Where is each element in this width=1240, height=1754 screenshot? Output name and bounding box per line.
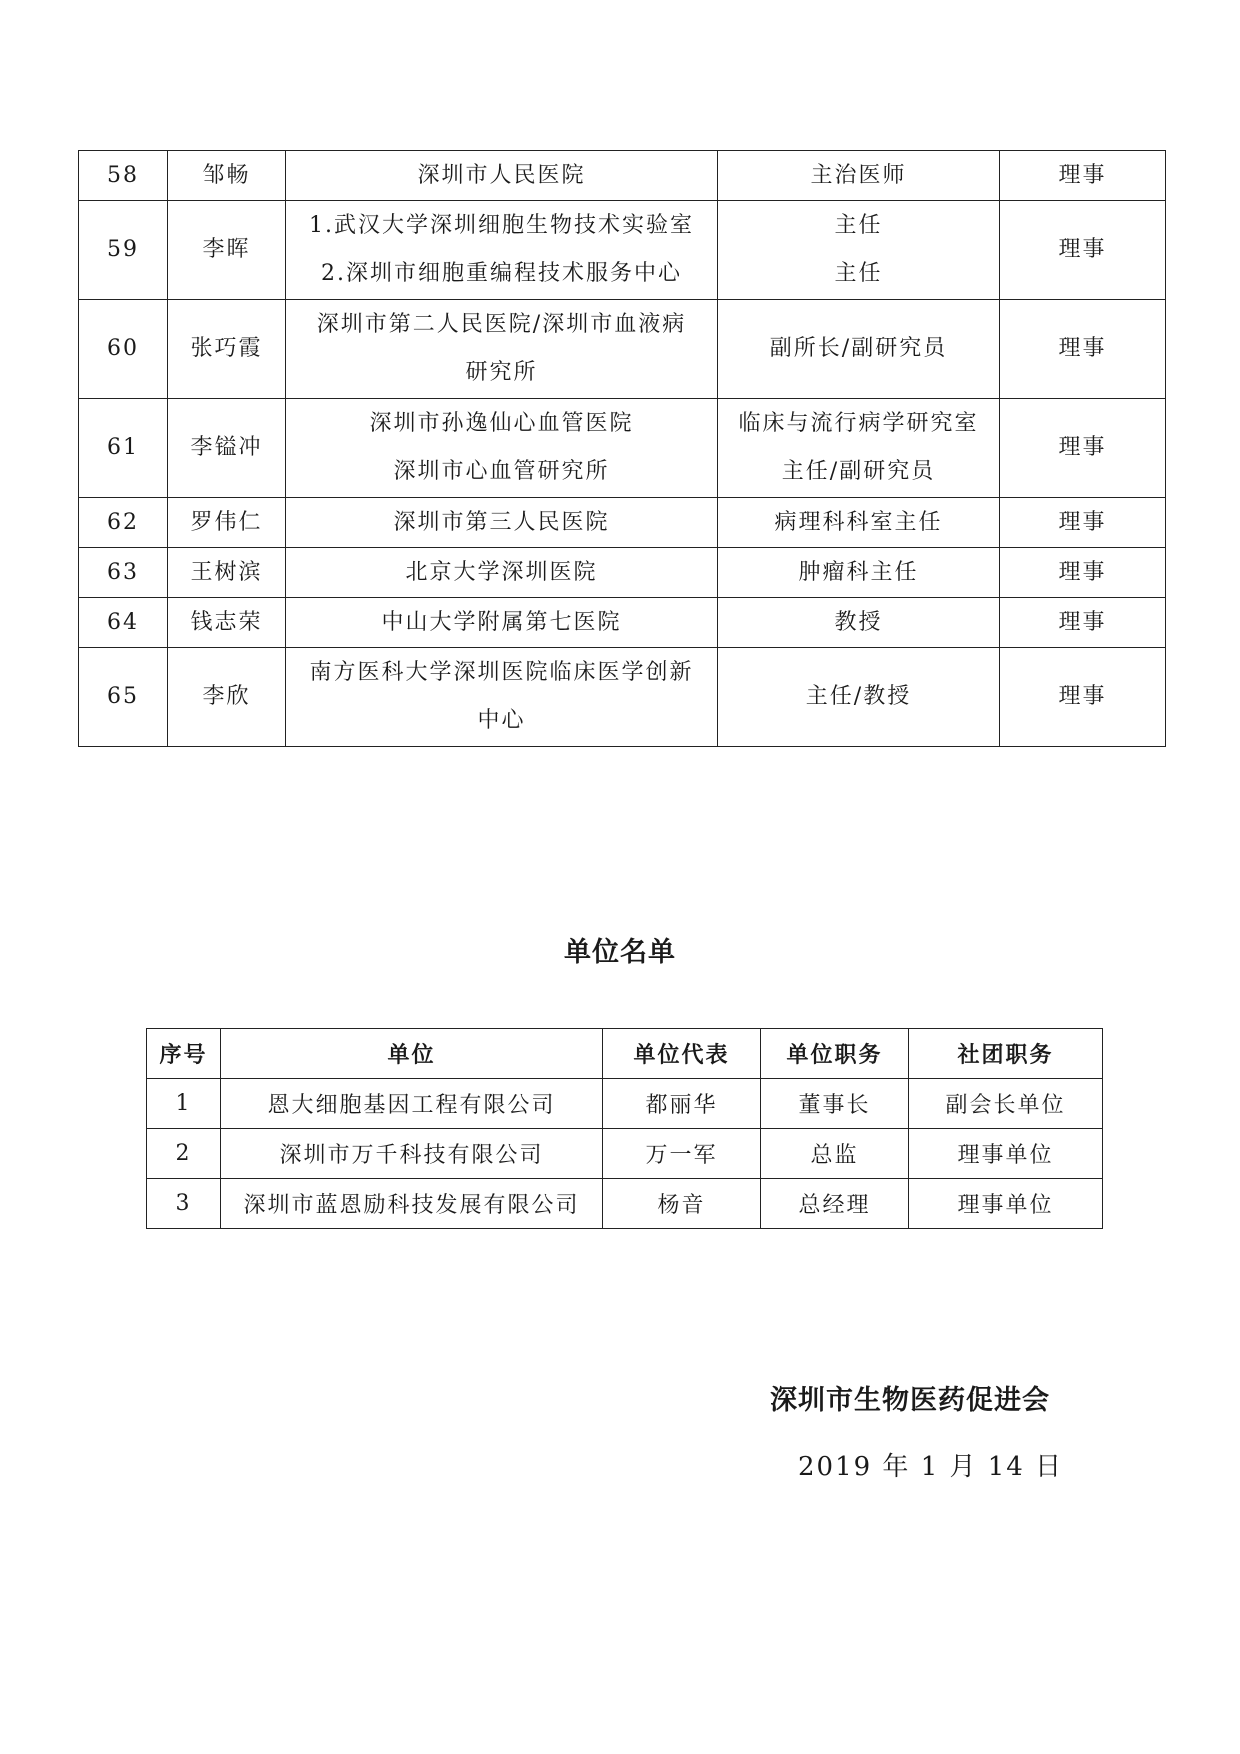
- unit-position: 总监: [761, 1129, 909, 1179]
- member-position: [718, 300, 1000, 399]
- table-row: [79, 201, 1166, 300]
- unit-number: 1: [147, 1079, 221, 1129]
- position-line: 主任/教授: [805, 684, 912, 709]
- member-role: 理事: [1000, 598, 1166, 648]
- society-position: 理事单位: [909, 1129, 1103, 1179]
- member-organization: [286, 151, 718, 201]
- society-position: 副会长单位: [909, 1079, 1103, 1129]
- position-line: 临床与流行病学研究室: [738, 411, 979, 436]
- position-line: 病理科科室主任: [774, 509, 943, 535]
- member-number: 58: [79, 151, 168, 201]
- member-organization: [286, 201, 718, 300]
- member-role: 理事: [1000, 151, 1166, 201]
- unit-representative: 万一军: [603, 1129, 761, 1179]
- organization-line: 深圳市人民医院: [417, 162, 586, 188]
- member-name: 李镒冲: [168, 399, 286, 498]
- table-row: [147, 1129, 1103, 1179]
- unit-representative: 杨音: [603, 1179, 761, 1229]
- unit-name: 深圳市万千科技有限公司: [221, 1129, 603, 1179]
- unit-number: 2: [147, 1129, 221, 1179]
- member-position: [718, 648, 1000, 747]
- organization-line: 2.深圳市细胞重编程技术服务中心: [321, 261, 682, 286]
- member-role: 理事: [1000, 498, 1166, 548]
- member-number: 60: [79, 300, 168, 399]
- unit-number: 3: [147, 1179, 221, 1229]
- table-row: [79, 151, 1166, 201]
- organization-line: 北京大学深圳医院: [405, 559, 598, 585]
- member-number: 63: [79, 548, 168, 598]
- organization-line: 南方医科大学深圳医院临床医学创新: [309, 660, 694, 685]
- column-header-unit: 单位: [221, 1029, 603, 1079]
- organization-line: 深圳市第二人民医院/深圳市血液病: [316, 312, 687, 337]
- member-role: 理事: [1000, 399, 1166, 498]
- column-header-society-position: 社团职务: [909, 1029, 1103, 1079]
- position-line: 主任: [834, 261, 883, 286]
- position-line: 教授: [834, 609, 883, 635]
- position-line: 主任: [834, 213, 883, 238]
- member-organization: [286, 498, 718, 548]
- column-header-number: 序号: [147, 1029, 221, 1079]
- member-number: 61: [79, 399, 168, 498]
- table-row: [79, 300, 1166, 399]
- member-role: 理事: [1000, 648, 1166, 747]
- unit-name: 恩大细胞基因工程有限公司: [221, 1079, 603, 1129]
- table-row: [79, 548, 1166, 598]
- member-name: 王树滨: [168, 548, 286, 598]
- issuing-organization: 深圳市生物医药促进会: [770, 1385, 1050, 1416]
- organization-line: 研究所: [465, 360, 538, 385]
- member-position: [718, 399, 1000, 498]
- member-role: 理事: [1000, 548, 1166, 598]
- position-line: 主任/副研究员: [781, 459, 936, 484]
- unit-position: 董事长: [761, 1079, 909, 1129]
- organization-line: 中山大学附属第七医院: [381, 609, 622, 635]
- issue-date: 2019 年 1 月 14 日: [798, 1452, 1064, 1482]
- table-row: [79, 498, 1166, 548]
- table-row: [79, 648, 1166, 747]
- member-number: 65: [79, 648, 168, 747]
- table-row: [147, 1179, 1103, 1229]
- member-role: 理事: [1000, 201, 1166, 300]
- member-name: 钱志荣: [168, 598, 286, 648]
- unit-position: 总经理: [761, 1179, 909, 1229]
- member-number: 59: [79, 201, 168, 300]
- organization-line: 深圳市第三人民医院: [393, 509, 610, 535]
- table-row: [79, 598, 1166, 648]
- unit-representative: 都丽华: [603, 1079, 761, 1129]
- organization-line: 深圳市孙逸仙心血管医院: [369, 411, 634, 436]
- member-organization: [286, 598, 718, 648]
- table-header-row: [147, 1029, 1103, 1079]
- table-row: [147, 1079, 1103, 1129]
- column-header-unit-position: 单位职务: [761, 1029, 909, 1079]
- member-organization: [286, 300, 718, 399]
- members-table: [78, 150, 1166, 747]
- position-line: 主治医师: [810, 162, 907, 188]
- member-organization: [286, 548, 718, 598]
- member-organization: [286, 648, 718, 747]
- member-position: [718, 598, 1000, 648]
- member-name: 李欣: [168, 648, 286, 747]
- column-header-representative: 单位代表: [603, 1029, 761, 1079]
- organization-line: 1.武汉大学深圳细胞生物技术实验室: [309, 213, 694, 238]
- member-position: [718, 498, 1000, 548]
- position-line: 肿瘤科主任: [798, 559, 919, 585]
- member-position: [718, 548, 1000, 598]
- organization-line: 中心: [477, 708, 526, 733]
- position-line: 副所长/副研究员: [769, 336, 948, 361]
- member-position: [718, 201, 1000, 300]
- organization-line: 深圳市心血管研究所: [393, 459, 610, 484]
- member-name: 张巧霞: [168, 300, 286, 399]
- member-name: 李晖: [168, 201, 286, 300]
- table-row: [79, 399, 1166, 498]
- units-table: [146, 1028, 1103, 1229]
- member-name: 罗伟仁: [168, 498, 286, 548]
- member-name: 邹畅: [168, 151, 286, 201]
- member-number: 62: [79, 498, 168, 548]
- member-role: 理事: [1000, 300, 1166, 399]
- member-number: 64: [79, 598, 168, 648]
- member-organization: [286, 399, 718, 498]
- section-title: 单位名单: [564, 937, 676, 968]
- society-position: 理事单位: [909, 1179, 1103, 1229]
- member-position: [718, 151, 1000, 201]
- unit-name: 深圳市蓝恩励科技发展有限公司: [221, 1179, 603, 1229]
